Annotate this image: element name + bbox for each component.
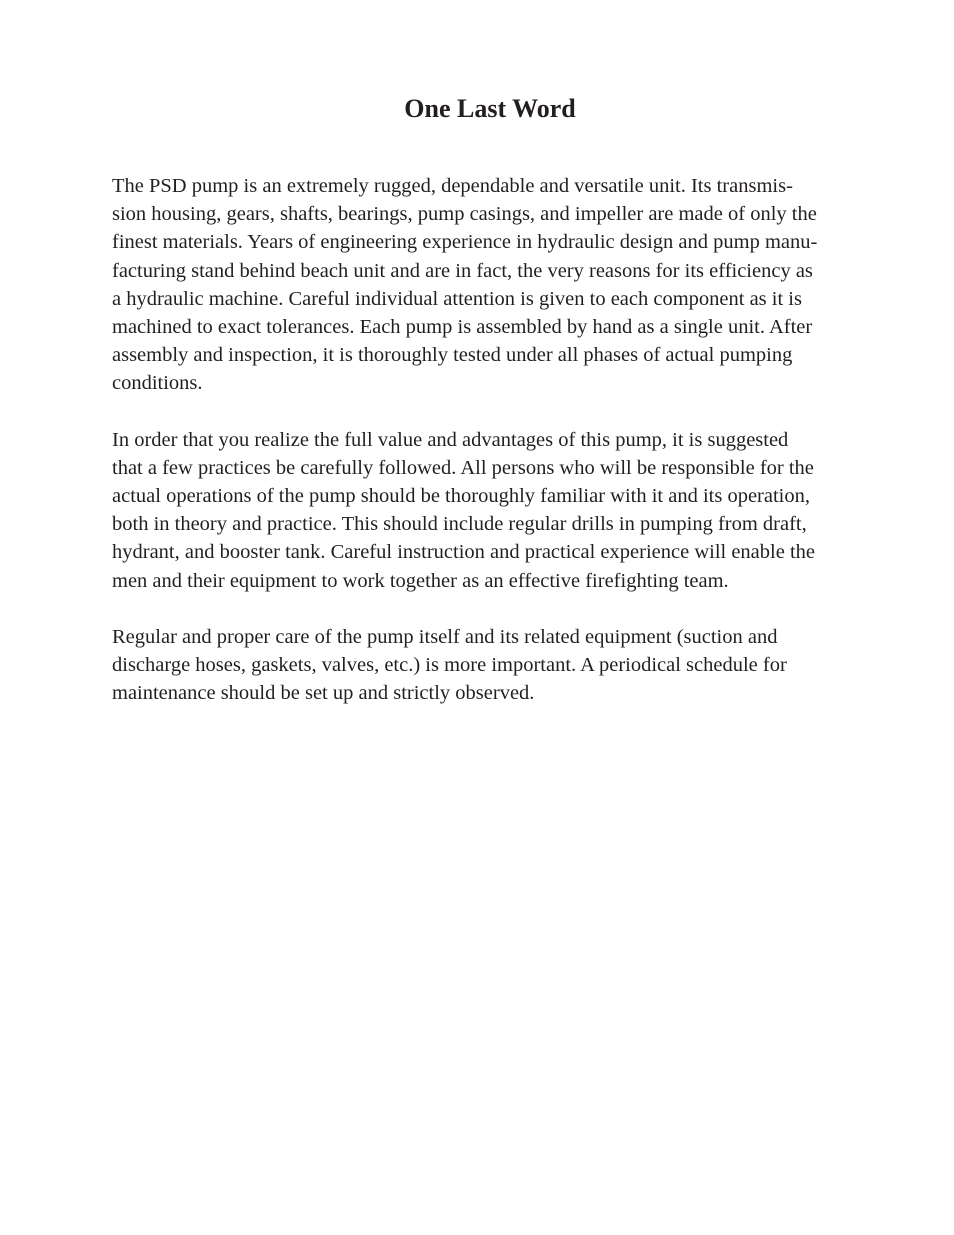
text-line: conditions.	[112, 372, 203, 395]
paragraph-3	[112, 623, 872, 708]
text-line: maintenance should be set up and strictly observed.	[112, 682, 535, 705]
text-line: machined to exact tolerances. Each pump is assembled by hand as a single unit. After	[112, 316, 813, 339]
text-line: a hydraulic machine. Careful individual attention is given to each component as it is	[112, 287, 802, 310]
text-line: discharge hoses, gaskets, valves, etc.) is more important. A periodical schedule for	[112, 654, 787, 677]
text-line: The PSD pump is an extremely rugged, dependable and versatile unit. Its transmis-	[112, 175, 793, 197]
text-line: Regular and proper care of the pump itself and its related equipment (suction and	[112, 625, 778, 648]
text-line: actual operations of the pump should be thoroughly familiar with it and its operation,	[112, 485, 810, 508]
paragraph-2	[112, 426, 872, 595]
text-line: hydrant, and booster tank. Careful instruction and practical experience will enable the	[112, 541, 815, 564]
paragraph-1	[112, 172, 872, 398]
text-line: assembly and inspection, it is thoroughly tested under all phases of actual pumping	[112, 344, 793, 367]
text-line: men and their equipment to work together as an effective firefighting team.	[112, 569, 729, 592]
text-line: finest materials. Years of engineering experience in hydraulic design and pump manu-	[112, 231, 818, 254]
text-line: In order that you realize the full value and advantages of this pump, it is suggested	[112, 428, 789, 451]
text-line: sion housing, gears, shafts, bearings, pump casings, and impeller are made of only the	[112, 203, 817, 226]
text-line: facturing stand behind beach unit and are in fact, the very reasons for its efficiency as	[112, 259, 813, 282]
text-line: that a few practices be carefully followed. All persons who will be responsible for the	[112, 456, 814, 479]
text-line: both in theory and practice. This should include regular drills in pumping from draft,	[112, 513, 807, 536]
body-text	[112, 172, 872, 735]
page-title: One Last Word	[404, 94, 576, 123]
